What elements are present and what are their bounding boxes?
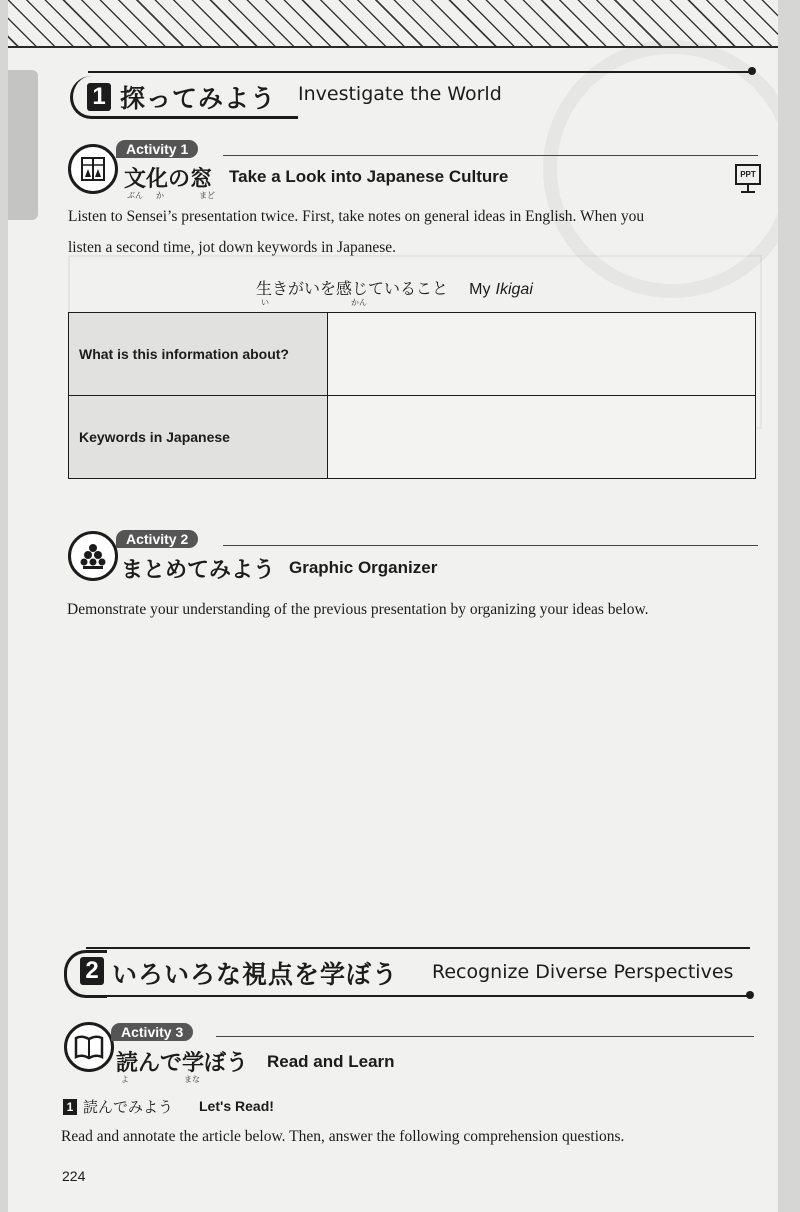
activity-3-badge: Activity 3 <box>111 1023 193 1041</box>
activity-3-instructions: Read and annotate the article below. Then, answer the following comprehension questions. <box>61 1128 625 1145</box>
activity-2-title-en: Graphic Organizer <box>289 558 438 577</box>
section-1-dot <box>748 67 756 75</box>
table-row-label: Keywords in Japanese <box>69 396 328 479</box>
section-2-top-rule <box>86 947 750 949</box>
section-1-title-en: Investigate the World <box>298 83 502 105</box>
activity-1-ruby-1: ぶん <box>127 191 143 200</box>
activity-2-title-jp: まとめてみよう <box>121 558 276 583</box>
activity-2-instructions: Demonstrate your understanding of the previous presentation by organizing your ideas below. <box>67 601 649 618</box>
table-row-answer-field[interactable] <box>328 396 756 479</box>
activity-1-title-jp: 文化の窓 <box>124 167 213 192</box>
topic-title-jp: 生きがいを感じていること <box>256 279 449 298</box>
section-1-number: 1 <box>87 83 111 111</box>
section-2-number: 2 <box>80 957 104 985</box>
ppt-icon-base <box>741 191 755 193</box>
ppt-icon: PPT <box>735 164 761 185</box>
topic-ruby-2: かん <box>351 298 367 307</box>
notes-table <box>68 312 756 479</box>
subsection-title-jp: 読んでみよう <box>83 1098 174 1116</box>
topic-ruby-1: い <box>261 298 269 307</box>
topic-en-italic: Ikigai <box>495 281 533 298</box>
activity-1-rule <box>223 155 758 156</box>
topic-en-prefix: My <box>469 281 491 298</box>
section-2-bottom-rule <box>86 995 750 997</box>
activity-3-ruby-1: よ <box>121 1075 129 1084</box>
activity-1-title-en: Take a Look into Japanese Culture <box>229 167 509 186</box>
section-2-title-en: Recognize Diverse Perspectives <box>432 961 734 983</box>
window-icon <box>68 144 118 194</box>
section-1-top-rule <box>88 71 755 73</box>
table-row-answer-field[interactable] <box>328 313 756 396</box>
subsection-number: 1 <box>63 1099 77 1115</box>
section-1-title-jp: 探ってみよう <box>120 84 277 113</box>
textbook-page <box>8 0 778 1212</box>
graphic-organizer-area[interactable] <box>68 640 758 930</box>
topic-heading <box>256 276 533 299</box>
activity-1-ruby-3: まど <box>199 191 215 200</box>
activity-1-ruby-2: か <box>156 191 164 200</box>
activity-3-ruby-2: まな <box>184 1075 200 1084</box>
activity-2-badge: Activity 2 <box>116 530 198 548</box>
activity-1-instructions-line-2: listen a second time, jot down keywords in Japanese. <box>68 239 397 256</box>
section-1-header <box>8 0 778 130</box>
activity-1-badge: Activity 1 <box>116 140 198 158</box>
activity-1-instructions-line-1: Listen to Sensei’s presentation twice. First, take notes on general ideas in English. When you <box>68 208 645 225</box>
section-2-title-jp: いろいろな視点を学ぼう <box>112 960 399 989</box>
activity-2-rule <box>223 545 758 546</box>
activity-3-rule <box>216 1036 754 1037</box>
table-row <box>69 396 756 479</box>
section-2-dot <box>746 991 754 999</box>
subsection-title-en: Let's Read! <box>199 1098 274 1114</box>
book-icon <box>64 1022 114 1072</box>
dango-icon <box>68 531 118 581</box>
table-row <box>69 313 756 396</box>
page-number: 224 <box>62 1168 86 1184</box>
activity-3-title-en: Read and Learn <box>267 1052 395 1071</box>
activity-3-title-jp: 読んで学ぼう <box>116 1051 249 1076</box>
table-row-label: What is this information about? <box>69 313 328 396</box>
